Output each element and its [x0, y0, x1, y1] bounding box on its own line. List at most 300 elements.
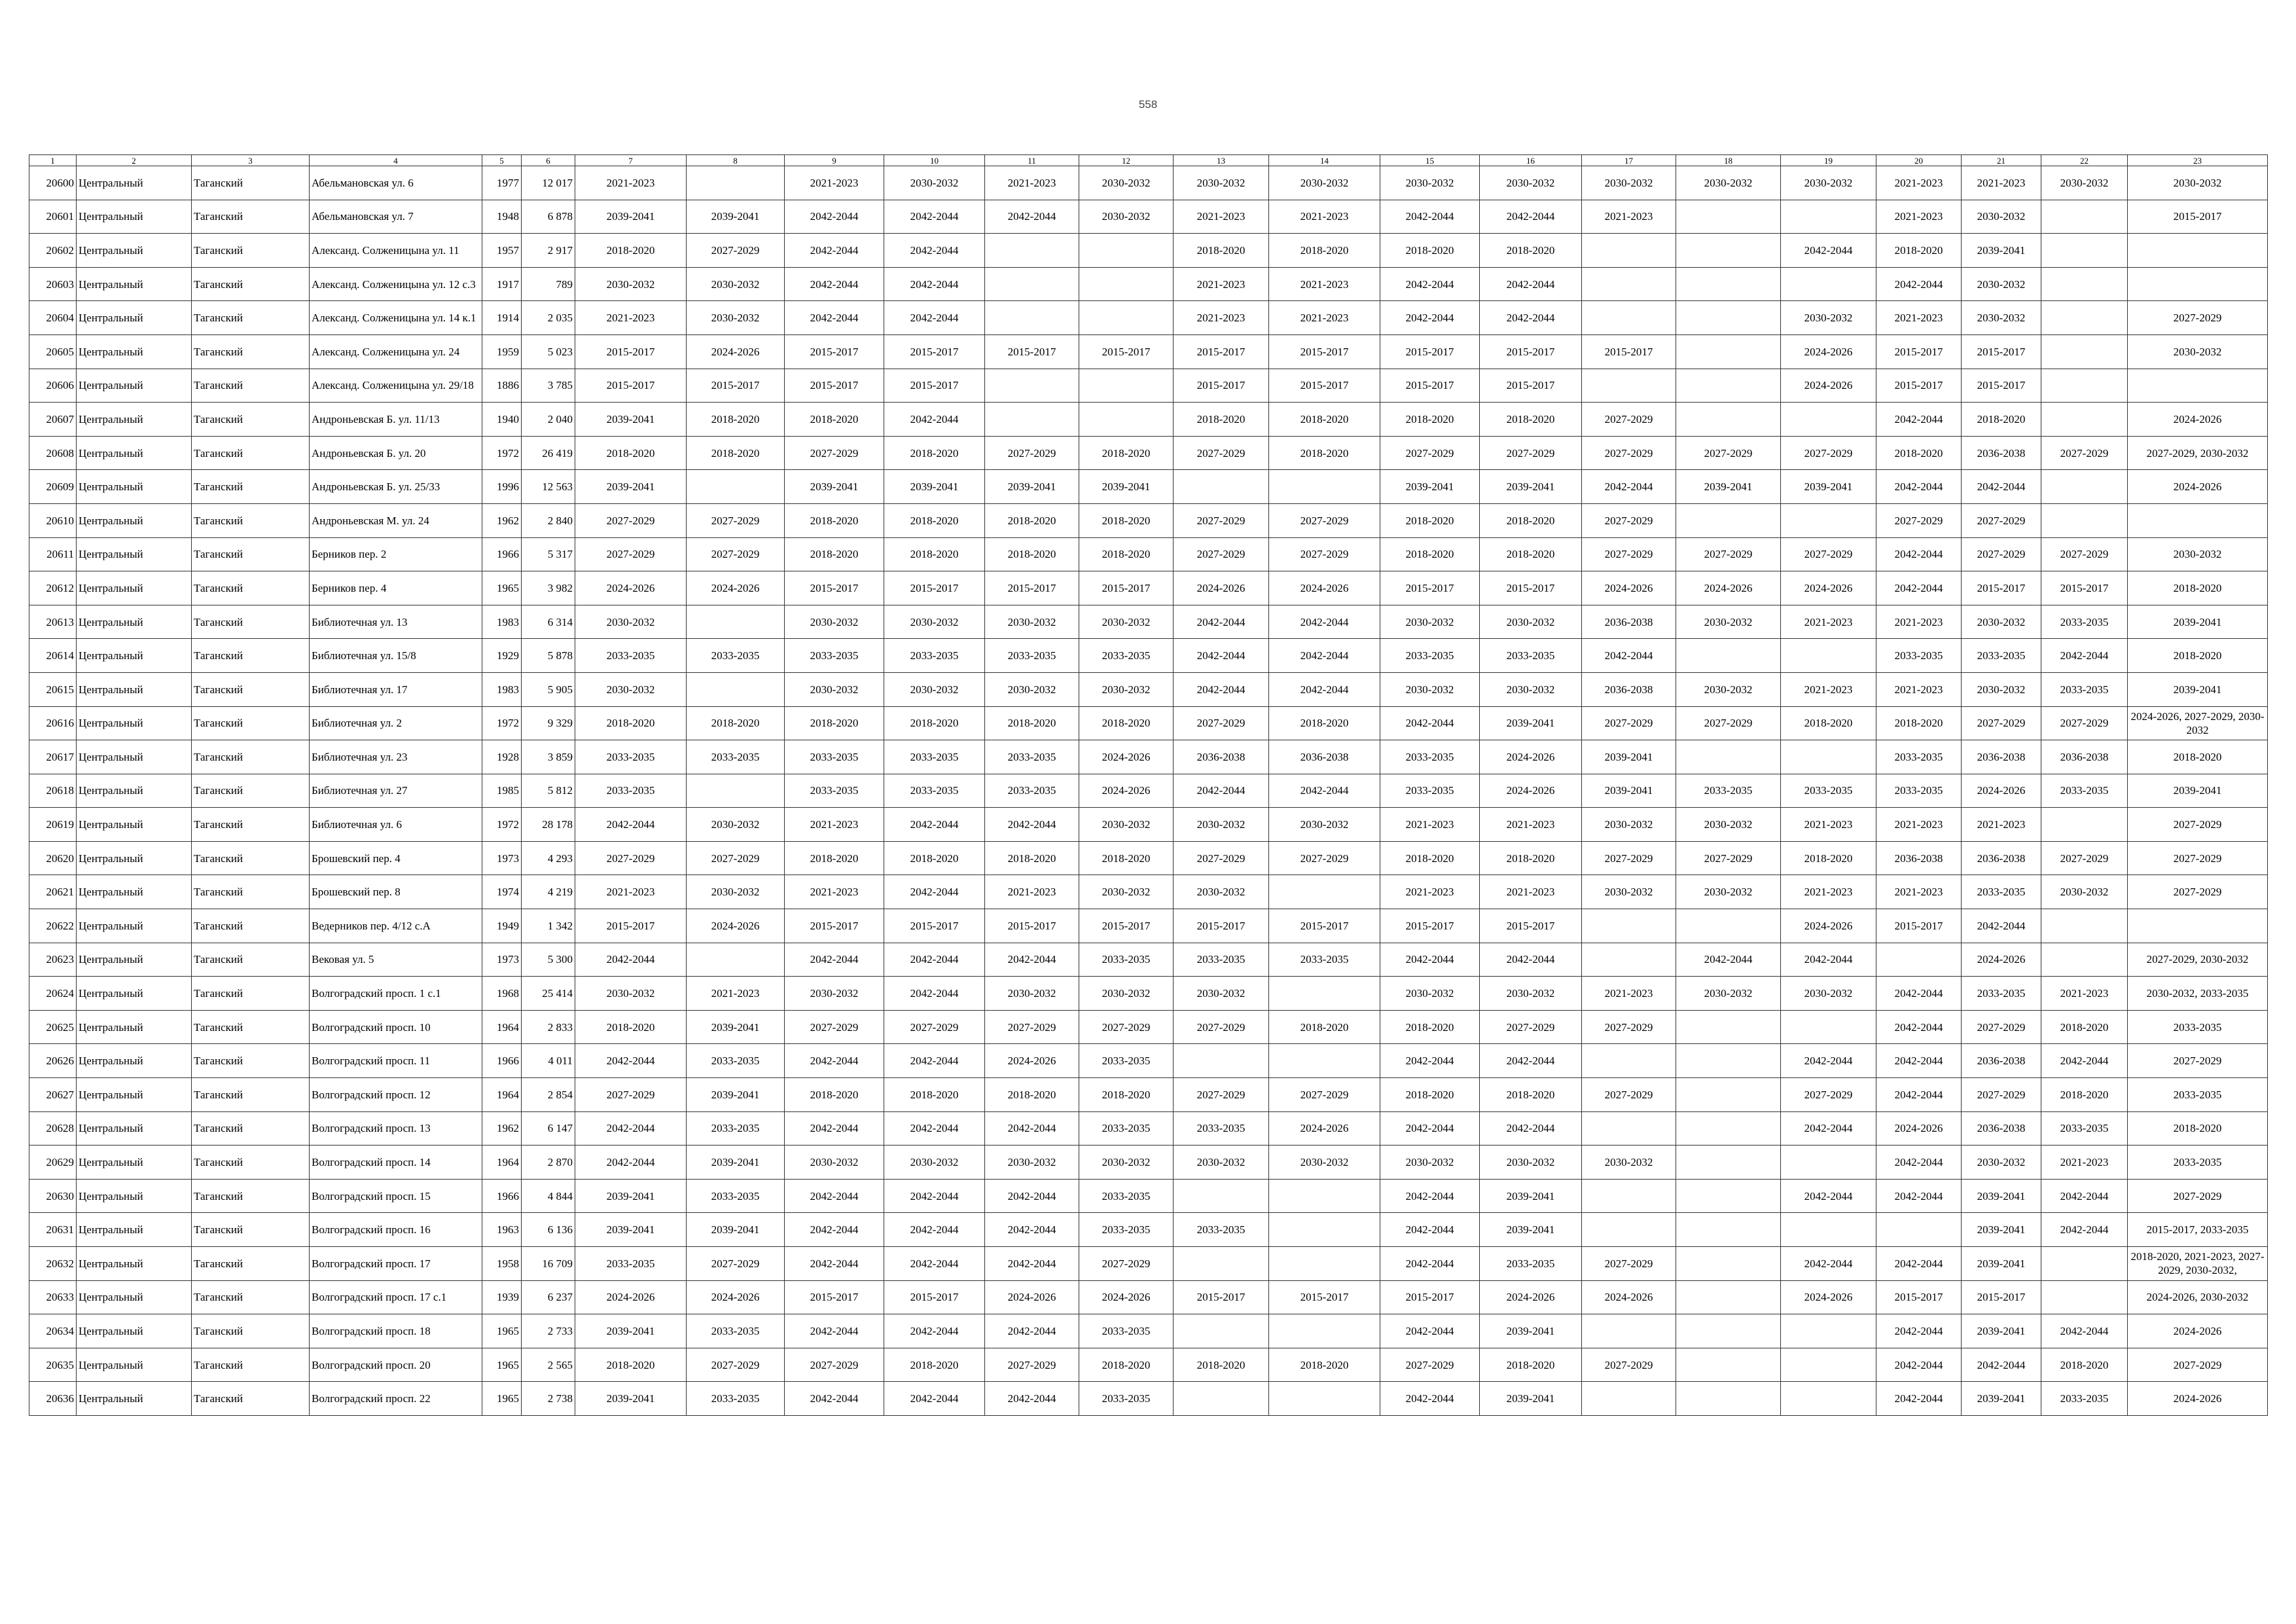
area-cell: Таганский [192, 1078, 310, 1112]
period-cell: 2027-2029 [1876, 503, 1962, 537]
period-cell [2041, 200, 2128, 234]
area-sqm-cell: 2 840 [522, 503, 575, 537]
row-id-cell: 20631 [29, 1213, 77, 1247]
period-cell: 2027-2029 [687, 537, 785, 571]
period-cell: 2042-2044 [985, 808, 1079, 842]
period-cell: 2042-2044 [1876, 267, 1962, 301]
period-cell: 2033-2035 [884, 740, 985, 774]
area-sqm-cell: 4 011 [522, 1044, 575, 1078]
year-cell: 1928 [482, 740, 522, 774]
period-cell: 2042-2044 [1962, 470, 2041, 504]
period-cell: 2015-2017 [1269, 334, 1380, 369]
period-cell: 2039-2041 [575, 470, 687, 504]
period-cell: 2015-2017 [884, 909, 985, 943]
period-cell: 2030-2032, 2033-2035 [2128, 977, 2268, 1011]
period-cell: 2015-2017 [785, 334, 884, 369]
period-cell: 2018-2020 [785, 841, 884, 875]
area-sqm-cell: 1 342 [522, 909, 575, 943]
period-cell: 2042-2044 [1876, 1382, 1962, 1416]
period-cell: 2042-2044 [1876, 977, 1962, 1011]
period-cell: 2018-2020 [884, 841, 985, 875]
period-cell: 2018-2020 [785, 537, 884, 571]
area-sqm-cell: 2 854 [522, 1078, 575, 1112]
address-cell: Волгоградский просп. 10 [310, 1010, 482, 1044]
period-cell: 2027-2029 [1269, 537, 1380, 571]
period-cell: 2021-2023 [1876, 875, 1962, 909]
period-cell: 2042-2044 [1480, 1111, 1582, 1146]
address-cell: Библиотечная ул. 27 [310, 774, 482, 808]
period-cell: 2042-2044 [785, 267, 884, 301]
period-cell: 2039-2041 [575, 1314, 687, 1348]
period-cell: 2027-2029 [2128, 1348, 2268, 1382]
period-cell: 2018-2020 [687, 403, 785, 437]
period-cell: 2024-2026 [1480, 774, 1582, 808]
period-cell: 2027-2029 [1582, 841, 1676, 875]
area-cell: Таганский [192, 1044, 310, 1078]
row-id-cell: 20628 [29, 1111, 77, 1146]
table-row [29, 403, 2268, 437]
period-cell: 2042-2044 [884, 1382, 985, 1416]
period-cell: 2018-2020 [575, 234, 687, 268]
period-cell: 2033-2035 [1174, 1111, 1269, 1146]
period-cell: 2036-2038 [1962, 436, 2041, 470]
district-cell: Центральный [77, 234, 192, 268]
period-cell: 2033-2035 [985, 639, 1079, 673]
area-sqm-cell: 5 905 [522, 672, 575, 706]
period-cell: 2030-2032 [1174, 977, 1269, 1011]
period-cell: 2030-2032 [785, 1146, 884, 1180]
period-cell: 2018-2020 [1480, 841, 1582, 875]
district-cell: Центральный [77, 909, 192, 943]
period-cell: 2024-2026 [1480, 1280, 1582, 1314]
row-id-cell: 20619 [29, 808, 77, 842]
period-cell: 2030-2032 [687, 875, 785, 909]
period-cell: 2033-2035 [985, 774, 1079, 808]
period-cell: 2042-2044 [884, 808, 985, 842]
period-cell: 2018-2020 [1079, 503, 1174, 537]
row-id-cell: 20624 [29, 977, 77, 1011]
area-cell: Таганский [192, 301, 310, 335]
period-cell: 2018-2020 [1876, 706, 1962, 740]
period-cell: 2033-2035 [1480, 639, 1582, 673]
period-cell: 2042-2044 [1380, 200, 1480, 234]
period-cell: 2024-2026, 2027-2029, 2030-2032 [2128, 706, 2268, 740]
period-cell: 2042-2044 [2041, 639, 2128, 673]
period-cell: 2039-2041 [1676, 470, 1781, 504]
period-cell: 2042-2044 [785, 1213, 884, 1247]
period-cell [1582, 1314, 1676, 1348]
row-id-cell: 20602 [29, 234, 77, 268]
year-cell: 1974 [482, 875, 522, 909]
area-sqm-cell: 3 785 [522, 369, 575, 403]
period-cell: 2018-2020 [575, 1010, 687, 1044]
area-sqm-cell: 2 035 [522, 301, 575, 335]
period-cell: 2030-2032 [985, 977, 1079, 1011]
year-cell: 1977 [482, 166, 522, 200]
period-cell: 2042-2044 [785, 1247, 884, 1281]
period-cell: 2033-2035 [2128, 1078, 2268, 1112]
address-cell: Андроньевская М. ул. 24 [310, 503, 482, 537]
period-cell: 2015-2017 [1480, 571, 1582, 605]
period-cell [1676, 1247, 1781, 1281]
period-cell: 2042-2044 [1380, 1179, 1480, 1213]
table-row [29, 234, 2268, 268]
period-cell: 2021-2023 [785, 166, 884, 200]
year-cell: 1886 [482, 369, 522, 403]
period-cell: 2042-2044 [1962, 1348, 2041, 1382]
period-cell: 2027-2029 [1582, 706, 1676, 740]
period-cell: 2033-2035 [2128, 1146, 2268, 1180]
period-cell: 2042-2044 [1174, 605, 1269, 639]
period-cell [1269, 1179, 1380, 1213]
period-cell: 2021-2023 [1269, 301, 1380, 335]
period-cell: 2042-2044 [884, 943, 985, 977]
period-cell [1676, 334, 1781, 369]
period-cell: 2024-2026 [1079, 1280, 1174, 1314]
area-sqm-cell: 4 219 [522, 875, 575, 909]
row-id-cell: 20611 [29, 537, 77, 571]
row-id-cell: 20630 [29, 1179, 77, 1213]
period-cell: 2039-2041 [687, 200, 785, 234]
period-cell: 2018-2020 [985, 537, 1079, 571]
period-cell [1676, 369, 1781, 403]
address-cell: Ведерников пер. 4/12 с.А [310, 909, 482, 943]
period-cell: 2030-2032 [785, 605, 884, 639]
row-id-cell: 20613 [29, 605, 77, 639]
period-cell: 2042-2044 [1380, 706, 1480, 740]
period-cell: 2015-2017 [1962, 1280, 2041, 1314]
period-cell: 2036-2038 [1174, 740, 1269, 774]
period-cell [687, 470, 785, 504]
district-cell: Центральный [77, 334, 192, 369]
area-cell: Таганский [192, 977, 310, 1011]
area-sqm-cell: 2 917 [522, 234, 575, 268]
period-cell: 2024-2026 [1174, 571, 1269, 605]
area-sqm-cell: 4 293 [522, 841, 575, 875]
period-cell: 2042-2044 [884, 1044, 985, 1078]
address-cell: Берников пер. 2 [310, 537, 482, 571]
area-sqm-cell: 5 300 [522, 943, 575, 977]
table-row [29, 1078, 2268, 1112]
period-cell: 2030-2032 [1962, 267, 2041, 301]
period-cell [1676, 301, 1781, 335]
period-cell: 2039-2041 [1380, 470, 1480, 504]
period-cell: 2033-2035 [1079, 639, 1174, 673]
period-cell: 2027-2029 [1582, 436, 1676, 470]
period-cell: 2015-2017 [785, 1280, 884, 1314]
period-cell: 2033-2035 [1962, 639, 2041, 673]
table-row [29, 1213, 2268, 1247]
period-cell: 2030-2032 [1079, 166, 1174, 200]
period-cell [1582, 1382, 1676, 1416]
address-cell: Библиотечная ул. 17 [310, 672, 482, 706]
area-cell: Таганский [192, 1010, 310, 1044]
period-cell: 2033-2035 [687, 1179, 785, 1213]
period-cell: 2027-2029 [1582, 403, 1676, 437]
period-cell: 2030-2032 [1174, 875, 1269, 909]
period-cell: 2015-2017 [1380, 1280, 1480, 1314]
area-cell: Таганский [192, 808, 310, 842]
period-cell: 2036-2038 [1269, 740, 1380, 774]
period-cell: 2018-2020 [1269, 1348, 1380, 1382]
period-cell [1676, 909, 1781, 943]
period-cell: 2027-2029 [2128, 808, 2268, 842]
year-cell: 1962 [482, 1111, 522, 1146]
period-cell: 2018-2020 [1174, 403, 1269, 437]
period-cell: 2030-2032 [1380, 605, 1480, 639]
period-cell [1269, 1382, 1380, 1416]
period-cell: 2030-2032 [575, 672, 687, 706]
row-id-cell: 20635 [29, 1348, 77, 1382]
period-cell: 2042-2044 [1876, 470, 1962, 504]
area-sqm-cell: 6 878 [522, 200, 575, 234]
period-cell: 2024-2026 [2128, 1382, 2268, 1416]
period-cell: 2030-2032 [1582, 1146, 1676, 1180]
table-row [29, 1382, 2268, 1416]
period-cell: 2033-2035 [884, 774, 985, 808]
area-cell: Таганский [192, 672, 310, 706]
period-cell: 2030-2032 [1582, 166, 1676, 200]
period-cell [687, 672, 785, 706]
column-number-header: 23 [2128, 155, 2268, 166]
period-cell: 2018-2020 [2041, 1348, 2128, 1382]
year-cell: 1958 [482, 1247, 522, 1281]
period-cell: 2042-2044 [1876, 403, 1962, 437]
period-cell: 2021-2023 [1876, 808, 1962, 842]
period-cell: 2033-2035 [1079, 1314, 1174, 1348]
period-cell: 2042-2044 [1480, 267, 1582, 301]
period-cell: 2033-2035 [1876, 639, 1962, 673]
period-cell: 2033-2035 [687, 1314, 785, 1348]
address-cell: Брошевский пер. 8 [310, 875, 482, 909]
area-cell: Таганский [192, 1213, 310, 1247]
address-cell: Библиотечная ул. 23 [310, 740, 482, 774]
period-cell [1676, 1146, 1781, 1180]
period-cell: 2018-2020 [1079, 1348, 1174, 1382]
period-cell [985, 234, 1079, 268]
column-number-header: 16 [1480, 155, 1582, 166]
period-cell: 2042-2044 [884, 977, 985, 1011]
table-row [29, 470, 2268, 504]
row-id-cell: 20623 [29, 943, 77, 977]
table-row [29, 537, 2268, 571]
district-cell: Центральный [77, 1348, 192, 1382]
period-cell: 2033-2035 [785, 774, 884, 808]
district-cell: Центральный [77, 1382, 192, 1416]
period-cell: 2039-2041 [687, 1146, 785, 1180]
area-sqm-cell: 6 136 [522, 1213, 575, 1247]
period-cell: 2024-2026 [575, 571, 687, 605]
district-cell: Центральный [77, 1111, 192, 1146]
page-number: 558 [1138, 98, 1158, 111]
period-cell: 2027-2029 [687, 841, 785, 875]
period-cell: 2033-2035 [1676, 774, 1781, 808]
district-cell: Центральный [77, 740, 192, 774]
period-cell: 2018-2020 [985, 706, 1079, 740]
period-cell: 2015-2017 [1962, 369, 2041, 403]
period-cell: 2042-2044 [1380, 1382, 1480, 1416]
period-cell: 2018-2020 [2128, 639, 2268, 673]
area-sqm-cell: 2 733 [522, 1314, 575, 1348]
period-cell: 2018-2020 [2128, 740, 2268, 774]
area-cell: Таганский [192, 1179, 310, 1213]
period-cell: 2042-2044 [1380, 1111, 1480, 1146]
table-row [29, 639, 2268, 673]
period-cell: 2027-2029 [785, 1010, 884, 1044]
period-cell: 2027-2029 [1962, 1078, 2041, 1112]
period-cell: 2030-2032 [1269, 808, 1380, 842]
period-cell [2041, 470, 2128, 504]
period-cell: 2042-2044 [1174, 774, 1269, 808]
period-cell: 2018-2020 [575, 706, 687, 740]
period-cell: 2021-2023 [1781, 875, 1876, 909]
period-cell [1781, 639, 1876, 673]
year-cell: 1972 [482, 706, 522, 740]
period-cell: 2015-2017 [575, 369, 687, 403]
period-cell: 2021-2023 [2041, 1146, 2128, 1180]
period-cell: 2030-2032 [2128, 334, 2268, 369]
year-cell: 1940 [482, 403, 522, 437]
district-cell: Центральный [77, 1247, 192, 1281]
period-cell: 2030-2032 [2128, 537, 2268, 571]
period-cell: 2033-2035 [1079, 1382, 1174, 1416]
period-cell: 2042-2044 [785, 1044, 884, 1078]
period-cell: 2042-2044 [1380, 1247, 1480, 1281]
period-cell: 2018-2020 [575, 1348, 687, 1382]
period-cell: 2033-2035 [2041, 774, 2128, 808]
period-cell: 2015-2017, 2033-2035 [2128, 1213, 2268, 1247]
period-cell: 2042-2044 [884, 403, 985, 437]
period-cell: 2042-2044 [884, 1111, 985, 1146]
year-cell: 1962 [482, 503, 522, 537]
year-cell: 1948 [482, 200, 522, 234]
period-cell: 2018-2020 [1269, 706, 1380, 740]
period-cell: 2018-2020 [1380, 403, 1480, 437]
period-cell: 2033-2035 [785, 639, 884, 673]
row-id-cell: 20600 [29, 166, 77, 200]
address-cell: Волгоградский просп. 11 [310, 1044, 482, 1078]
period-cell [1174, 1179, 1269, 1213]
period-cell: 2033-2035 [785, 740, 884, 774]
period-cell: 2042-2044 [1676, 943, 1781, 977]
period-cell [2041, 909, 2128, 943]
period-cell: 2018-2020 [2041, 1078, 2128, 1112]
year-cell: 1965 [482, 1348, 522, 1382]
period-cell: 2042-2044 [1781, 1179, 1876, 1213]
period-cell: 2042-2044 [1380, 943, 1480, 977]
period-cell: 2027-2029 [1174, 537, 1269, 571]
period-cell [1269, 1314, 1380, 1348]
address-cell: Брошевский пер. 4 [310, 841, 482, 875]
period-cell: 2021-2023 [1269, 200, 1380, 234]
period-cell: 2021-2023 [1781, 672, 1876, 706]
row-id-cell: 20604 [29, 301, 77, 335]
period-cell: 2021-2023 [1269, 267, 1380, 301]
period-cell: 2039-2041 [687, 1010, 785, 1044]
period-cell: 2039-2041 [1480, 1382, 1582, 1416]
period-cell: 2042-2044 [1781, 1044, 1876, 1078]
period-cell: 2039-2041 [575, 200, 687, 234]
table-row [29, 740, 2268, 774]
period-cell: 2027-2029 [1962, 1010, 2041, 1044]
period-cell: 2042-2044 [1380, 1213, 1480, 1247]
period-cell: 2042-2044 [1269, 605, 1380, 639]
period-cell [1676, 639, 1781, 673]
column-number-header: 15 [1380, 155, 1480, 166]
period-cell: 2042-2044 [1781, 943, 1876, 977]
row-id-cell: 20610 [29, 503, 77, 537]
year-cell: 1957 [482, 234, 522, 268]
period-cell: 2030-2032 [884, 1146, 985, 1180]
period-cell: 2027-2029 [884, 1010, 985, 1044]
period-cell [1781, 1146, 1876, 1180]
period-cell: 2027-2029 [687, 503, 785, 537]
table-row [29, 875, 2268, 909]
period-cell: 2030-2032 [1079, 672, 1174, 706]
period-cell: 2042-2044 [1962, 909, 2041, 943]
area-sqm-cell: 12 563 [522, 470, 575, 504]
period-cell: 2042-2044 [985, 943, 1079, 977]
period-cell: 2021-2023 [985, 166, 1079, 200]
period-cell: 2015-2017 [2041, 571, 2128, 605]
period-cell: 2027-2029 [1582, 1348, 1676, 1382]
row-id-cell: 20622 [29, 909, 77, 943]
period-cell: 2024-2026 [1962, 774, 2041, 808]
period-cell: 2018-2020 [2128, 571, 2268, 605]
period-cell: 2030-2032 [1269, 166, 1380, 200]
period-cell [1781, 1213, 1876, 1247]
period-cell: 2018-2020 [1079, 436, 1174, 470]
period-cell: 2027-2029 [985, 436, 1079, 470]
period-cell [1079, 403, 1174, 437]
period-cell: 2036-2038 [1582, 605, 1676, 639]
period-cell: 2018-2020 [884, 537, 985, 571]
period-cell: 2039-2041 [687, 1213, 785, 1247]
period-cell: 2018-2020 [1269, 436, 1380, 470]
row-id-cell: 20607 [29, 403, 77, 437]
period-cell: 2042-2044 [785, 1382, 884, 1416]
period-cell [1582, 234, 1676, 268]
period-cell [1079, 234, 1174, 268]
column-number-header: 12 [1079, 155, 1174, 166]
period-cell [2041, 1247, 2128, 1281]
period-cell [1582, 909, 1676, 943]
year-cell: 1917 [482, 267, 522, 301]
period-cell: 2018-2020 [1380, 841, 1480, 875]
period-cell: 2027-2029 [2128, 841, 2268, 875]
period-cell [2128, 909, 2268, 943]
year-cell: 1972 [482, 436, 522, 470]
period-cell: 2030-2032 [1174, 1146, 1269, 1180]
district-cell: Центральный [77, 808, 192, 842]
period-cell: 2033-2035 [2041, 1382, 2128, 1416]
year-cell: 1968 [482, 977, 522, 1011]
address-cell: Волгоградский просп. 12 [310, 1078, 482, 1112]
period-cell: 2042-2044 [1876, 1314, 1962, 1348]
period-cell [2041, 369, 2128, 403]
district-cell: Центральный [77, 875, 192, 909]
period-cell: 2018-2020 [1079, 1078, 1174, 1112]
period-cell: 2030-2032 [1174, 808, 1269, 842]
period-cell: 2027-2029 [1269, 1078, 1380, 1112]
period-cell: 2042-2044 [1876, 1146, 1962, 1180]
period-cell: 2030-2032 [1781, 301, 1876, 335]
area-sqm-cell: 5 317 [522, 537, 575, 571]
period-cell: 2030-2032 [575, 605, 687, 639]
period-cell: 2042-2044 [785, 301, 884, 335]
period-cell: 2030-2032 [985, 1146, 1079, 1180]
period-cell: 2039-2041 [575, 403, 687, 437]
